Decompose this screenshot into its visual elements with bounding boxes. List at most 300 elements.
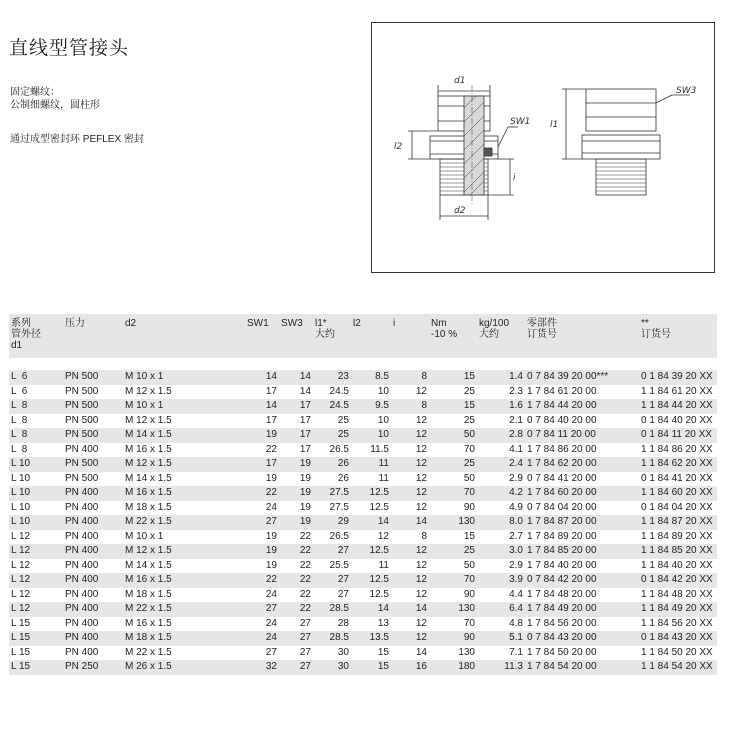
table-cell: 27 xyxy=(337,588,349,600)
header-part-number: 零部件 订货号 xyxy=(527,318,557,340)
table-cell: 28.5 xyxy=(329,632,349,643)
table-cell: 12 xyxy=(377,530,389,542)
table-row xyxy=(9,631,717,646)
sealing-description: 通过成型密封环 PEFLEX 密封 xyxy=(10,134,144,145)
table-cell: 2.9 xyxy=(509,472,523,484)
table-cell: PN 400 xyxy=(65,530,99,542)
table-row xyxy=(9,602,717,617)
table-cell: 12 xyxy=(415,414,427,426)
table-cell: 8 xyxy=(421,530,427,542)
table-cell: 0 1 84 41 20 XX xyxy=(641,472,713,484)
table-cell: 1.6 xyxy=(509,400,523,411)
table-cell: 70 xyxy=(463,487,475,498)
table-cell: PN 400 xyxy=(65,443,99,455)
table-cell: M 22 x 1.5 xyxy=(125,516,172,527)
table-cell: L 12 xyxy=(11,574,31,585)
table-cell: 22 xyxy=(299,530,311,542)
table-cell: PN 400 xyxy=(65,516,99,527)
table-cell: 12 xyxy=(415,632,427,643)
table-cell: 0 7 84 41 20 00 xyxy=(527,472,597,484)
table-cell: L 12 xyxy=(11,545,31,556)
table-cell: 25.5 xyxy=(329,559,349,571)
table-cell: L 12 xyxy=(11,588,31,600)
table-cell: 11 xyxy=(378,559,389,571)
table-cell: 12 xyxy=(415,559,427,571)
header-sw1: SW1 xyxy=(247,318,269,329)
table-cell: 27 xyxy=(299,632,311,643)
table-cell: 1 1 84 62 20 XX xyxy=(641,458,713,469)
table-cell: M 12 x 1.5 xyxy=(125,458,172,469)
table-cell: 14 xyxy=(299,371,311,382)
table-cell: 1 7 84 61 20 00 xyxy=(527,385,597,397)
table-cell: 22 xyxy=(299,545,311,556)
table-cell: PN 500 xyxy=(65,472,99,484)
table-cell: 26.5 xyxy=(329,530,349,542)
table-cell: 29 xyxy=(337,516,349,527)
table-cell: 14 xyxy=(265,371,277,382)
table-cell: PN 400 xyxy=(65,574,99,585)
table-row xyxy=(9,428,717,443)
table-cell: 1 1 84 44 20 XX xyxy=(641,400,713,411)
table-cell: 12 xyxy=(415,588,427,600)
table-cell: 28 xyxy=(337,617,349,629)
table-cell: 25 xyxy=(337,414,349,426)
table-cell: M 14 x 1.5 xyxy=(125,472,172,484)
table-cell: PN 400 xyxy=(65,501,99,513)
table-cell: 12.5 xyxy=(369,588,389,600)
table-cell: 13 xyxy=(377,617,389,629)
table-cell: M 10 x 1 xyxy=(125,530,164,542)
table-cell: 2.9 xyxy=(509,559,523,571)
table-cell: 8 xyxy=(421,400,427,411)
table-cell: PN 500 xyxy=(65,385,99,397)
table-row xyxy=(9,544,717,559)
table-cell: 19 xyxy=(265,429,277,440)
table-cell: 27 xyxy=(265,603,277,614)
table-cell: 1 1 84 48 20 XX xyxy=(641,588,713,600)
table-cell: 1 1 84 86 20 XX xyxy=(641,443,713,455)
table-cell: 0 1 84 11 20 XX xyxy=(641,429,712,440)
table-cell: 30 xyxy=(337,646,349,658)
table-cell: 32 xyxy=(265,661,277,672)
table-cell: 70 xyxy=(463,617,475,629)
header-series: 系列 管外径 d1 xyxy=(11,318,41,351)
table-row xyxy=(9,559,717,574)
table-cell: L 12 xyxy=(11,603,31,614)
table-cell: 4.1 xyxy=(509,443,523,455)
table-cell: 14 xyxy=(415,646,427,658)
table-cell: 27.5 xyxy=(329,501,349,513)
table-cell: 23 xyxy=(337,371,349,382)
table-cell: 1 7 84 54 20 00 xyxy=(527,661,597,672)
table-cell: 50 xyxy=(463,559,475,571)
table-cell: 180 xyxy=(458,661,475,672)
table-cell: 1 7 84 56 20 00 xyxy=(527,617,597,629)
table-cell: M 16 x 1.5 xyxy=(125,487,172,498)
table-cell: M 18 x 1.5 xyxy=(125,632,172,643)
table-row xyxy=(9,530,717,545)
header-i: i xyxy=(393,318,396,329)
table-cell: PN 500 xyxy=(65,458,99,469)
label-d2: d2 xyxy=(454,206,466,216)
table-cell: 4.4 xyxy=(509,588,523,600)
table-cell: 70 xyxy=(463,574,475,585)
header-nm: Nm -10 % xyxy=(431,318,458,340)
table-cell: 11 xyxy=(378,472,389,484)
table-cell: L 8 xyxy=(11,429,28,440)
table-cell: 25 xyxy=(463,385,475,397)
table-cell: M 12 x 1.5 xyxy=(125,545,172,556)
table-body xyxy=(9,358,717,675)
header-l2: l2 xyxy=(353,318,361,329)
table-cell: 2.1 xyxy=(509,414,523,426)
table-cell: 22 xyxy=(265,487,277,498)
table-cell: 1 7 84 86 20 00 xyxy=(527,443,597,455)
table-cell: PN 400 xyxy=(65,603,99,614)
table-cell: M 12 x 1.5 xyxy=(125,385,172,397)
table-cell: 1.4 xyxy=(509,371,523,382)
table-row xyxy=(9,617,717,632)
table-cell: L 10 xyxy=(11,516,31,527)
table-row xyxy=(9,385,717,400)
table-cell: 25 xyxy=(463,458,475,469)
table-cell: 1 1 84 49 20 XX xyxy=(641,603,713,614)
table-cell: PN 500 xyxy=(65,429,99,440)
header-d2: d2 xyxy=(125,318,137,329)
table-cell: L 15 xyxy=(11,646,31,658)
table-cell: 22 xyxy=(299,574,311,585)
header-kg: kg/100 大约 xyxy=(479,318,510,340)
table-cell: 19 xyxy=(265,530,277,542)
table-cell: 17 xyxy=(265,458,277,469)
table-row xyxy=(9,486,717,501)
table-cell: 10 xyxy=(377,385,389,397)
table-cell: 1 1 84 89 20 XX xyxy=(641,530,713,542)
table-cell: 22 xyxy=(299,559,311,571)
table-cell: L 6 xyxy=(11,385,28,397)
table-cell: 0 7 84 43 20 00 xyxy=(527,632,597,643)
table-cell: 24.5 xyxy=(329,385,349,397)
table-cell: 3.9 xyxy=(509,574,523,585)
table-cell: M 16 x 1.5 xyxy=(125,617,172,629)
table-cell: 12 xyxy=(415,443,427,455)
table-cell: 17 xyxy=(265,385,277,397)
table-cell: 11 xyxy=(378,458,389,469)
table-cell: 27 xyxy=(337,574,349,585)
table-cell: 4.8 xyxy=(509,617,523,629)
table-cell: M 18 x 1.5 xyxy=(125,588,172,600)
table-cell: 5.1 xyxy=(509,632,523,643)
table-cell: 11.3 xyxy=(504,661,523,672)
table-cell: 1 7 84 40 20 00 xyxy=(527,559,597,571)
table-cell: 27 xyxy=(265,646,277,658)
table-cell: 15 xyxy=(463,400,475,411)
table-cell: 130 xyxy=(458,646,475,658)
table-cell: L 8 xyxy=(11,443,28,455)
table-cell: L 12 xyxy=(11,559,31,571)
table-row xyxy=(9,573,717,588)
thread-description xyxy=(10,86,100,112)
table-cell: 12 xyxy=(415,617,427,629)
table-cell: 22 xyxy=(265,574,277,585)
table-cell: M 16 x 1.5 xyxy=(125,443,172,455)
table-cell: PN 500 xyxy=(65,414,99,426)
table-cell: PN 250 xyxy=(65,661,99,672)
table-cell: 1 1 84 40 20 XX xyxy=(641,559,713,571)
table-cell: 12 xyxy=(415,574,427,585)
table-row xyxy=(9,414,717,429)
table-cell: 28.5 xyxy=(329,603,349,614)
side-thread-shape xyxy=(596,159,646,195)
table-cell: L 15 xyxy=(11,661,31,672)
table-cell: 19 xyxy=(299,458,311,469)
table-cell: M 10 x 1 xyxy=(125,371,164,382)
table-cell: 1 7 84 62 20 00 xyxy=(527,458,597,469)
header-sw3: SW3 xyxy=(281,318,303,329)
table-cell: 15 xyxy=(463,530,475,542)
table-cell: 12.5 xyxy=(369,574,389,585)
table-cell: 14 xyxy=(299,385,311,397)
table-cell: M 14 x 1.5 xyxy=(125,429,172,440)
table-cell: PN 400 xyxy=(65,646,99,658)
label-l2: l2 xyxy=(394,142,403,152)
side-nut-shape xyxy=(586,89,656,131)
table-cell: 19 xyxy=(299,472,311,484)
table-cell: 26 xyxy=(337,472,349,484)
table-row xyxy=(9,660,717,675)
table-cell: 17 xyxy=(299,414,311,426)
table-cell: 17 xyxy=(299,400,311,411)
table-cell: 90 xyxy=(463,632,475,643)
spec-table xyxy=(9,314,717,675)
table-cell: 19 xyxy=(299,516,311,527)
table-cell: 22 xyxy=(299,603,311,614)
table-cell: 17 xyxy=(299,443,311,455)
table-cell: 12.5 xyxy=(369,501,389,513)
table-cell: 19 xyxy=(265,559,277,571)
table-cell: 26 xyxy=(337,458,349,469)
table-cell: M 26 x 1.5 xyxy=(125,661,172,672)
table-cell: 0 1 84 42 20 XX xyxy=(641,574,713,585)
table-cell: L 8 xyxy=(11,414,28,426)
table-cell: 70 xyxy=(463,443,475,455)
table-cell: 12 xyxy=(415,385,427,397)
table-cell: 12.5 xyxy=(369,545,389,556)
table-cell: 27 xyxy=(299,617,311,629)
table-cell: M 12 x 1.5 xyxy=(125,414,172,426)
table-cell: 24 xyxy=(265,501,277,513)
table-cell: 1 7 84 50 20 00 xyxy=(527,646,597,658)
table-cell: 12 xyxy=(415,429,427,440)
table-cell: 13.5 xyxy=(369,632,389,643)
table-row xyxy=(9,515,717,530)
label-i: i xyxy=(513,173,516,183)
table-cell: 11.5 xyxy=(370,443,389,455)
table-cell: PN 400 xyxy=(65,617,99,629)
table-cell: 0 7 84 11 20 00 xyxy=(527,429,596,440)
table-cell: 22 xyxy=(265,443,277,455)
table-cell: L 8 xyxy=(11,400,28,411)
table-cell: M 14 x 1.5 xyxy=(125,559,172,571)
table-cell: 8.5 xyxy=(375,371,389,382)
table-cell: 1 1 84 60 20 XX xyxy=(641,487,713,498)
table-cell: 14 xyxy=(415,516,427,527)
header-pressure: 压力 xyxy=(65,318,85,329)
table-cell: PN 400 xyxy=(65,559,99,571)
table-cell: 8 xyxy=(421,371,427,382)
table-cell: 9.5 xyxy=(375,400,389,411)
table-cell: 1 7 84 48 20 00 xyxy=(527,588,597,600)
table-row xyxy=(9,646,717,661)
table-cell: 12 xyxy=(415,458,427,469)
table-cell: 17 xyxy=(265,414,277,426)
table-cell: 50 xyxy=(463,472,475,484)
header-order-number: ** 订货号 xyxy=(641,318,671,340)
table-cell: 27 xyxy=(299,646,311,658)
table-cell: 0 1 84 04 20 XX xyxy=(641,501,713,513)
table-cell: 19 xyxy=(265,545,277,556)
side-hex-shape xyxy=(582,135,660,159)
page-title: 直线型管接头 xyxy=(9,37,130,59)
table-cell: 15 xyxy=(463,371,475,382)
table-row xyxy=(9,399,717,414)
table-cell: L 15 xyxy=(11,617,31,629)
table-cell: 24.5 xyxy=(329,400,349,411)
table-cell: 8.0 xyxy=(509,516,523,527)
table-cell: 24 xyxy=(265,617,277,629)
table-cell: 16 xyxy=(415,661,427,672)
table-cell: 24 xyxy=(265,588,277,600)
table-cell: 10 xyxy=(377,414,389,426)
table-spacer xyxy=(9,358,717,370)
table-cell: 130 xyxy=(458,603,475,614)
table-cell: 19 xyxy=(265,472,277,484)
table-cell: 1 7 84 60 20 00 xyxy=(527,487,597,498)
table-cell: 12 xyxy=(415,545,427,556)
table-cell: M 22 x 1.5 xyxy=(125,646,172,658)
table-cell: 1 7 84 89 20 00 xyxy=(527,530,597,542)
table-cell: 1 7 84 44 20 00 xyxy=(527,400,597,411)
table-cell: 27 xyxy=(265,516,277,527)
table-row xyxy=(9,472,717,487)
table-cell: 26.5 xyxy=(329,443,349,455)
table-cell: M 22 x 1.5 xyxy=(125,603,172,614)
table-cell: 7.1 xyxy=(509,646,523,658)
table-header-row xyxy=(9,314,717,358)
table-row xyxy=(9,443,717,458)
table-cell: 1 1 84 61 20 XX xyxy=(641,385,713,397)
table-cell: M 10 x 1 xyxy=(125,400,164,411)
table-cell: L 12 xyxy=(11,530,31,542)
table-cell: 12.5 xyxy=(369,487,389,498)
table-cell: PN 500 xyxy=(65,371,99,382)
table-cell: 1 1 84 87 20 XX xyxy=(641,516,713,527)
table-cell: 14 xyxy=(377,516,389,527)
table-cell: 15 xyxy=(377,646,389,658)
fixing-thread-value: 公制细螺纹，圆柱形 xyxy=(10,100,100,111)
table-cell: L 10 xyxy=(11,458,31,469)
table-cell: 3.0 xyxy=(509,545,523,556)
table-cell: 2.3 xyxy=(509,385,523,397)
table-cell: 4.9 xyxy=(509,501,523,513)
table-cell: 27 xyxy=(337,545,349,556)
table-cell: 0 1 84 40 20 XX xyxy=(641,414,713,426)
table-cell: 4.2 xyxy=(509,487,523,498)
table-cell: 90 xyxy=(463,588,475,600)
table-cell: 14 xyxy=(415,603,427,614)
table-cell: 2.7 xyxy=(509,530,523,542)
table-cell: 1 7 84 49 20 00 xyxy=(527,603,597,614)
table-row xyxy=(9,588,717,603)
table-cell: 15 xyxy=(377,661,389,672)
table-row xyxy=(9,501,717,516)
table-cell: 10 xyxy=(377,429,389,440)
table-cell: 1 7 84 87 20 00 xyxy=(527,516,597,527)
table-cell: 1 7 84 85 20 00 xyxy=(527,545,597,556)
table-row xyxy=(9,370,717,385)
table-cell: 19 xyxy=(299,501,311,513)
table-cell: 22 xyxy=(299,588,311,600)
fitting-drawing-svg xyxy=(372,23,716,274)
table-cell: M 18 x 1.5 xyxy=(125,501,172,513)
table-cell: PN 500 xyxy=(65,400,99,411)
label-l1: l1 xyxy=(550,120,559,130)
table-cell: 0 7 84 40 20 00 xyxy=(527,414,597,426)
table-cell: 25 xyxy=(463,545,475,556)
table-cell: 17 xyxy=(299,429,311,440)
table-cell: 0 7 84 39 20 00*** xyxy=(527,371,609,382)
table-cell: L 10 xyxy=(11,487,31,498)
table-cell: PN 400 xyxy=(65,632,99,643)
table-cell: 0 1 84 43 20 XX xyxy=(641,632,713,643)
table-cell: PN 400 xyxy=(65,588,99,600)
table-cell: L 10 xyxy=(11,472,31,484)
table-cell: 30 xyxy=(337,661,349,672)
table-cell: 1 1 84 50 20 XX xyxy=(641,646,713,658)
table-cell: 0 7 84 04 20 00 xyxy=(527,501,597,513)
table-cell: 12 xyxy=(415,487,427,498)
table-cell: L 15 xyxy=(11,632,31,643)
table-cell: 2.8 xyxy=(509,429,523,440)
table-cell: PN 400 xyxy=(65,545,99,556)
table-cell: M 16 x 1.5 xyxy=(125,574,172,585)
label-sw1: SW1 xyxy=(510,117,531,127)
table-cell: L 10 xyxy=(11,501,31,513)
table-cell: 90 xyxy=(463,501,475,513)
table-cell: 25 xyxy=(463,414,475,426)
table-cell: 25 xyxy=(337,429,349,440)
table-cell: 14 xyxy=(377,603,389,614)
table-cell: 130 xyxy=(458,516,475,527)
table-cell: 1 1 84 54 20 XX xyxy=(641,661,713,672)
table-cell: 27 xyxy=(299,661,311,672)
table-cell: L 6 xyxy=(11,371,28,382)
header-l1: l1* 大约 xyxy=(315,318,335,340)
table-cell: 27.5 xyxy=(329,487,349,498)
table-cell: 0 1 84 39 20 XX xyxy=(641,371,713,382)
technical-drawing xyxy=(371,22,715,273)
fixing-thread-label: 固定螺纹： xyxy=(10,87,60,98)
table-cell: PN 400 xyxy=(65,487,99,498)
table-cell: 1 1 84 85 20 XX xyxy=(641,545,713,556)
table-cell: 19 xyxy=(299,487,311,498)
label-sw3: SW3 xyxy=(676,86,697,96)
table-cell: 50 xyxy=(463,429,475,440)
table-cell: 6.4 xyxy=(509,603,523,614)
label-d1: d1 xyxy=(454,76,466,86)
table-cell: 12 xyxy=(415,501,427,513)
table-row xyxy=(9,457,717,472)
